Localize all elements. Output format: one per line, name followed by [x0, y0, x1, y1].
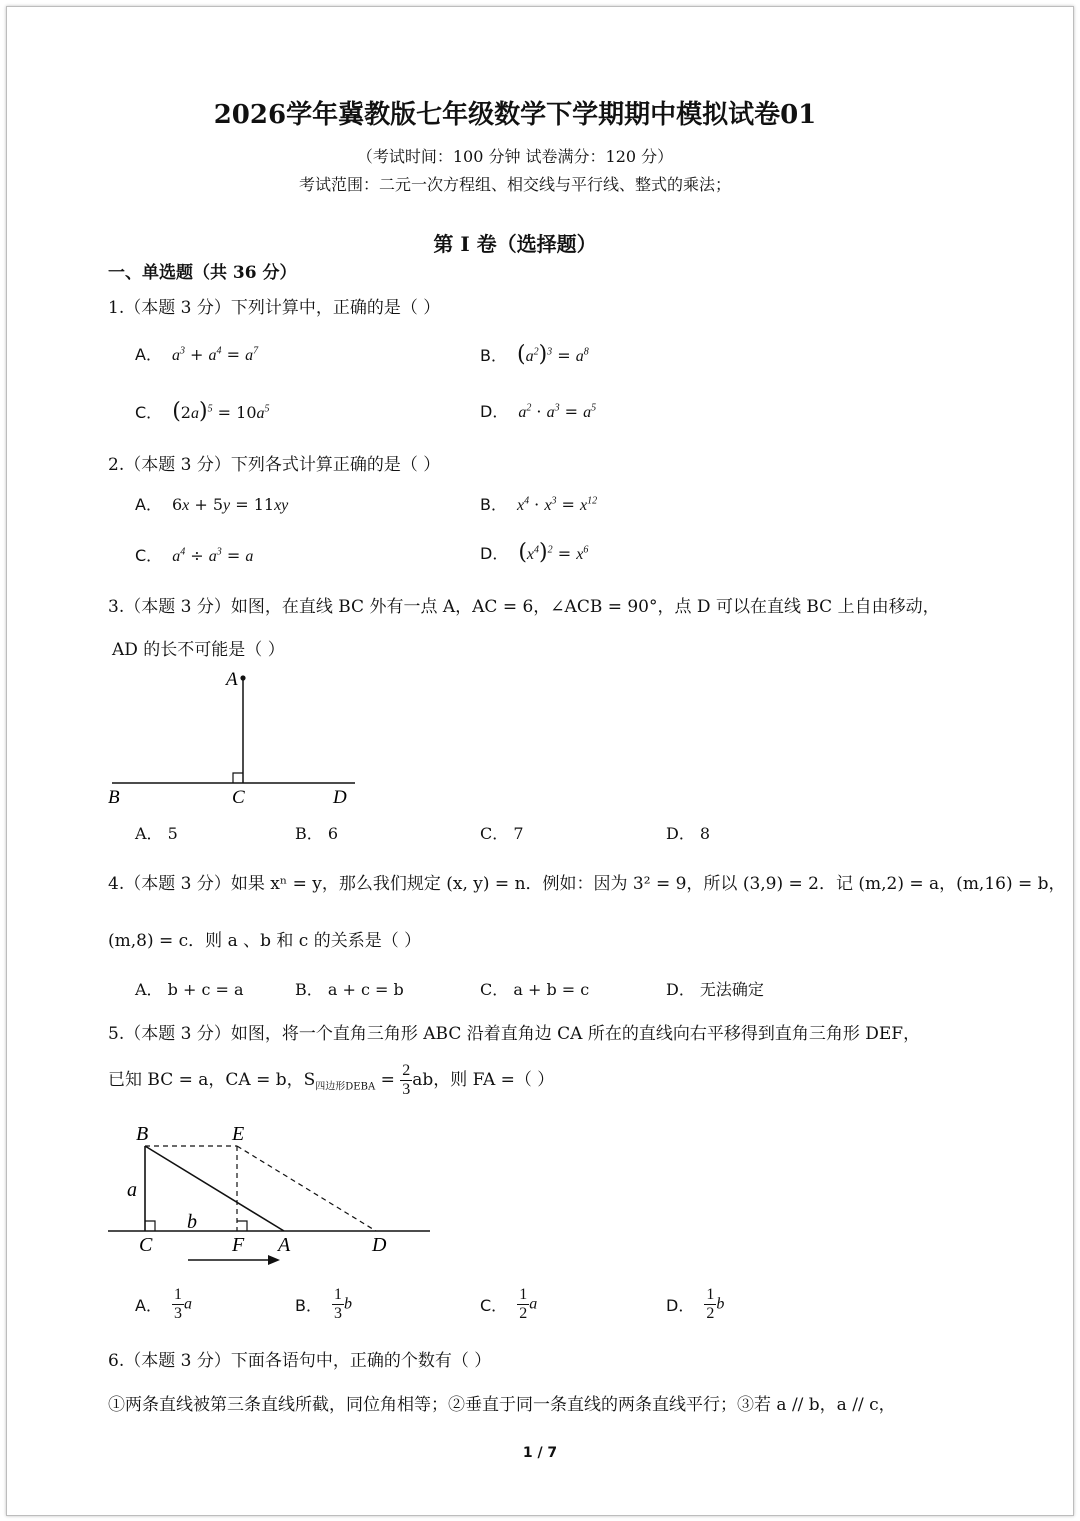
q1-stem: 1.（本题 3 分）下列计算中，正确的是（ ）	[108, 298, 441, 318]
segment-ed	[237, 1146, 376, 1231]
option-label: A．	[135, 495, 162, 514]
q3-option-b[interactable]: B． 6	[295, 824, 339, 843]
option-label: B．	[295, 1296, 322, 1315]
q5-frac-den: 3	[402, 1081, 411, 1098]
q3-stem-line1: 3.（本题 3 分）如图，在直线 BC 外有一点 A，AC = 6，∠ACB = 90°，点 D 可以在直线 BC 上自由移动，	[108, 597, 940, 617]
q5-frac-num: 2	[402, 1062, 411, 1079]
q3-option-d[interactable]: D． 8	[666, 824, 711, 843]
label-a: A	[226, 669, 238, 690]
q5-equals: =	[375, 1070, 401, 1090]
option-var: a	[529, 1295, 538, 1313]
frac-den: 2	[519, 1305, 528, 1322]
q5-fraction	[400, 1062, 412, 1099]
q5-stem-prefix: 已知 BC = a，CA = b，S	[108, 1070, 316, 1090]
label-d: D	[333, 787, 347, 808]
label-b: B	[136, 1123, 149, 1145]
q2-option-d[interactable]: D． $(x^4)^2 = x^6$	[480, 540, 589, 565]
q2-stem: 2.（本题 3 分）下列各式计算正确的是（ ）	[108, 455, 441, 475]
frac-num: 1	[173, 1286, 182, 1303]
q2-option-a[interactable]: A． 6x + 5y = 11xy	[135, 495, 289, 514]
label-c: C	[139, 1234, 153, 1256]
label-e: E	[232, 1123, 245, 1145]
label-side-b: b	[187, 1211, 197, 1233]
q5-option-b[interactable]	[295, 1286, 352, 1323]
frac-num: 1	[519, 1286, 528, 1303]
option-var: b	[716, 1295, 725, 1313]
option-var: a	[183, 1295, 192, 1313]
q1-option-c[interactable]: C． $(2a)^5 = 10a^5$	[135, 399, 270, 424]
q5-stem-suffix: ab，则 FA =（ ）	[412, 1070, 555, 1090]
frac-den: 3	[173, 1305, 182, 1322]
q3-figure	[100, 665, 370, 810]
q6-line2: ①两条直线被第三条直线所截，同位角相等；②垂直于同一条直线的两条直线平行；③若 a // b，a // c，	[108, 1395, 896, 1415]
part-title: 一、单选题（共 36 分）	[108, 263, 297, 283]
label-d: D	[372, 1234, 387, 1256]
option-label: D．	[666, 1296, 695, 1315]
frac-den: 2	[706, 1305, 715, 1322]
q4-stem-line2: (m,8) = c．则 a 、b 和 c 的关系是（ ）	[108, 931, 422, 951]
q5-area-subscript: 四边形DEBA	[315, 1081, 376, 1093]
q2-option-b[interactable]: B． $x^4 \cdot x^3 = x^{12}$	[480, 495, 598, 514]
option-label: D．	[480, 544, 509, 563]
q4-option-a[interactable]: A． b + c = a	[135, 980, 244, 999]
label-side-a: a	[127, 1179, 137, 1201]
option-label: B．	[480, 495, 507, 514]
option-fraction	[517, 1286, 529, 1323]
option-label: A．	[135, 345, 162, 364]
option-label: A．	[135, 1296, 162, 1315]
q5-option-d[interactable]	[666, 1286, 724, 1323]
label-a: A	[278, 1234, 291, 1256]
q4-option-c[interactable]: C． a + b = c	[480, 980, 590, 999]
option-label: D．	[480, 402, 509, 421]
q4-option-d[interactable]: D． 无法确定	[666, 980, 764, 999]
q3-option-c[interactable]: C． 7	[480, 824, 524, 843]
q1-option-b[interactable]: B． $(a^2)^3 = a^8$	[480, 342, 589, 367]
frac-den: 3	[333, 1305, 342, 1322]
exam-info: （考试时间：100 分钟 试卷满分：120 分）	[356, 147, 674, 166]
segment-ba	[145, 1146, 284, 1231]
option-label: C．	[480, 1296, 508, 1315]
q5-stem-line1: 5.（本题 3 分）如图，将一个直角三角形 ABC 沿着直角边 CA 所在的直线向右平移得到直角三角形 DEF，	[108, 1024, 921, 1044]
option-fraction	[332, 1286, 344, 1323]
q5-option-c[interactable]	[480, 1286, 537, 1323]
frac-num: 1	[706, 1286, 715, 1303]
q4-stem-line1: 4.（本题 3 分）如果 xⁿ = y，那么我们规定 (x, y) = n．例如：因为 3² = 9，所以 (3,9) = 2．记 (m,2) = a，(m,16) = b，	[108, 874, 1066, 894]
label-c: C	[232, 787, 245, 808]
option-fraction	[172, 1286, 184, 1323]
q1-option-a[interactable]: A． $a^3 + a^4 = a^7$	[135, 345, 259, 364]
label-b: B	[108, 787, 120, 808]
arrow-head	[268, 1255, 280, 1265]
exam-scope: 考试范围：二元一次方程组、相交线与平行线、整式的乘法；	[298, 175, 731, 194]
right-angle-c	[145, 1221, 155, 1231]
q2-option-c[interactable]: C． $a^4 \div a^3 = a$	[135, 546, 254, 565]
page-number: 1 / 7	[522, 1445, 558, 1461]
point-a	[240, 675, 245, 680]
q4-option-b[interactable]: B． a + c = b	[295, 980, 404, 999]
option-fraction	[704, 1286, 716, 1323]
option-label: C．	[135, 403, 163, 422]
q5-figure	[100, 1118, 440, 1273]
option-var: b	[343, 1295, 352, 1313]
q6-stem: 6.（本题 3 分）下面各语句中，正确的个数有（ ）	[108, 1351, 492, 1371]
q3-stem-line2: AD 的长不可能是（ ）	[112, 640, 285, 660]
option-label: C．	[135, 546, 163, 565]
page-title: 2026学年冀教版七年级数学下学期期中模拟试卷01	[213, 100, 817, 130]
right-angle-f	[237, 1221, 247, 1231]
q3-option-a[interactable]: A． 5	[135, 824, 178, 843]
q5-stem-line2	[108, 1060, 554, 1107]
section-title: 第 I 卷（选择题）	[433, 232, 597, 256]
q5-option-a[interactable]	[135, 1286, 192, 1323]
frac-num: 1	[333, 1286, 342, 1303]
option-label: B．	[480, 346, 507, 365]
label-f: F	[232, 1234, 245, 1256]
q1-option-d[interactable]: D． $a^2 \cdot a^3 = a^5$	[480, 402, 597, 421]
right-angle-mark	[233, 773, 243, 783]
